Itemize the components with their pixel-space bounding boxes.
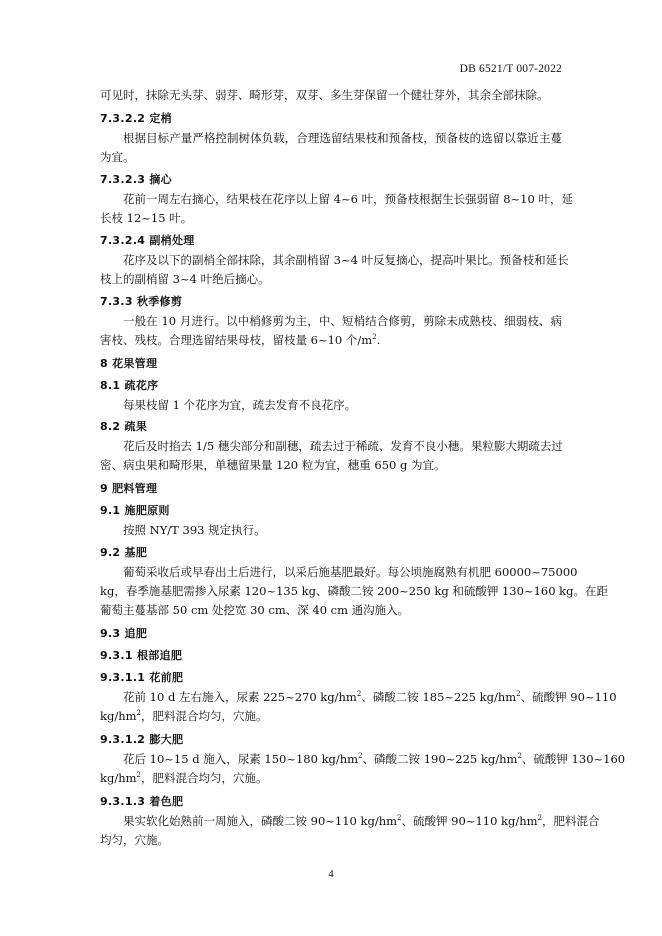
section-heading: 8.2 疏果 [100,420,148,433]
paragraph-line: 枝上的副梢留 3~4 叶绝后摘心。 [100,272,270,286]
paragraph-line: 可见时，抹除无头芽、弱芽、畸形芽，双芽、多生芽保留一个健壮芽外，其余全部抹除。 [100,88,549,102]
paragraph-line: $kg/hm^2$，肥料混合均匀，穴施。 [100,771,268,785]
paragraph-line: 长枝 12~15 叶。 [100,211,193,225]
paragraph-line: 根据目标产量严格控制树体负载，合理选留结果枝和预备枝，预备枝的选留以靠近主蔓 [123,131,562,145]
section-heading: 9.3.1.2 膨大肥 [100,733,184,746]
section-heading: 9.3.1 根部追肥 [100,649,183,662]
document-code: DB 6521/T 007-2022 [459,63,562,75]
section-heading: 9.3 追肥 [100,627,148,640]
paragraph-line: kg，春季施基肥需掺入尿素 120~135 kg、磷酸二铵 200~250 kg 和硫酸钾 130~160 kg。在距 [100,584,609,598]
paragraph-line: 花后 10~15 d 施入，尿素 150~180 $kg/hm^2$、磷酸二铵 190~225 $kg/hm^2$、硫酸钾 130~160 [123,752,626,766]
paragraph-line: $kg/hm^2$，肥料混合均匀，穴施。 [100,709,268,723]
paragraph-line: 按照 NY/T 393 规定执行。 [123,523,266,537]
paragraph-line: 花序及以下的副梢全部抹除，其余副梢留 3~4 叶反复摘心，提高叶果比。预备枝和延长 [123,253,569,267]
section-heading: 9.3.1.1 花前肥 [100,671,184,684]
paragraph-line: 葡萄采收后或早春出土后进行，以采后施基肥最好。每公顷施腐熟有机肥 60000~75000 [123,565,578,579]
paragraph-line: 花后及时掐去 1/5 穗尖部分和副穗，疏去过于稀疏、发育不良小穗。果粒膨大期疏去过 [123,439,563,453]
paragraph-line: 均匀，穴施。 [100,833,169,847]
paragraph-line: 葡萄主蔓基部 50 cm 处挖宽 30 cm、深 40 cm 通沟施入。 [100,603,410,617]
paragraph-line: 花前 10 d 左右施入，尿素 225~270 $kg/hm^2$、磷酸二铵 185~225 $kg/hm^2$、硫酸钾 90~110 [123,690,617,704]
paragraph-line: 密、病虫果和畸形果，单穗留果量 120 粒为宜，穗重 650 g 为宜。 [100,458,446,472]
section-heading: 8 花果管理 [100,357,158,370]
paragraph-line: 为宜。 [100,150,135,164]
section-heading: 7.3.2.2 定梢 [100,112,172,125]
paragraph-line: 每果枝留 1 个花序为宜，疏去发育不良花序。 [123,398,357,412]
section-heading: 9 肥料管理 [100,482,158,495]
page-number: 4 [328,868,334,880]
paragraph-line: 花前一周左右摘心，结果枝在花序以上留 4~6 叶，预备枝根据生长强弱留 8~10 叶，延 [123,192,573,206]
section-heading: 9.3.1.3 着色肥 [100,795,184,808]
section-heading: 7.3.2.3 摘心 [100,173,172,186]
section-heading: 9.1 施肥原则 [100,504,170,517]
paragraph-line: 害枝、残枝。合理选留结果母枝，留枝量 6~10 个$/m^2$. [100,333,381,347]
section-heading: 7.3.3 秋季修剪 [100,295,183,308]
paragraph-line: 果实软化始熟前一周施入，磷酸二铵 90~110 $kg/hm^2$、硫酸钾 90~110 $kg/hm^2$，肥料混合 [123,814,600,828]
paragraph-line: 一般在 10 月进行。以中梢修剪为主，中、短梢结合修剪，剪除未成熟枝、细弱枝、病 [123,314,562,328]
section-heading: 7.3.2.4 副梢处理 [100,234,195,247]
section-heading: 8.1 疏花序 [100,379,159,392]
section-heading: 9.2 基肥 [100,546,148,559]
